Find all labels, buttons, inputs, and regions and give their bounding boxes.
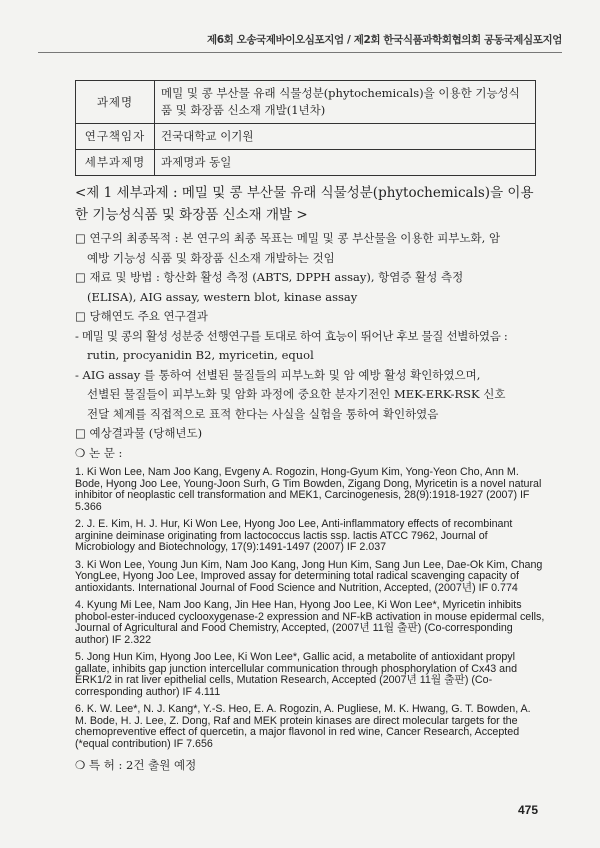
project-title-label: 과제명 [76, 81, 155, 124]
result-line: 전달 체계를 직접적으로 표적 한다는 사실을 실험을 통하여 확인하였음 [87, 406, 439, 421]
result-line: - AIG assay 를 통하여 선별된 물질들의 피부노화 및 암 예방 활성 확인하였으며, [75, 367, 481, 382]
result-line: - 메밀 및 콩의 활성 성분중 선행연구를 토대로 하여 효능이 뛰어난 후보 물질 선별하였음 : [75, 328, 508, 343]
results-heading: □ 당해연도 주요 연구결과 [75, 309, 208, 323]
main-content [75, 182, 545, 776]
papers-heading: ❍ 논 문 : [75, 445, 123, 460]
subproject-title-label: 세부과제명 [76, 150, 155, 176]
principal-investigator-value: 건국대학교 이기원 [155, 124, 536, 150]
result-line: rutin, procyanidin B2, myricetin, equol [87, 348, 314, 362]
table-row [76, 150, 536, 176]
reference-list [75, 467, 545, 750]
project-info-table [75, 80, 536, 176]
header-rule [38, 52, 562, 53]
reference-item: 2. J. E. Kim, H. J. Hur, Ki Won Lee, Hyong Joo Lee, Anti-inflammatory effects of recombinant arginine deiminase originating from lactococcus lactis ssp. lactis ATCC 7962, Journal of Microbiology and Biotechnology, 17(9):1491-1497 (2007) IF 2.037 [75, 518, 513, 553]
expected-results-heading: □ 예상결과물 (당해년도) [75, 426, 203, 440]
result-line: 선별된 물질들이 피부노화 및 암화 과정에 중요한 분자기전인 MEK-ERK-RSK 신호 [87, 387, 506, 401]
principal-investigator-label: 연구책임자 [76, 124, 155, 150]
reference-item: 1. Ki Won Lee, Nam Joo Kang, Evgeny A. Rogozin, Hong-Gyum Kim, Yong-Yeon Cho, Ann M. Bode, Hyong Joo Lee, Young-Joon Surh, G Tim Bowden, Zigang Dong, Myricetin is a novel natural inhibitor of neoplastic cell transformation and MEK1, Carcinogenesis, 28(9):1918-1927 (2007) IF 5.366 [75, 466, 542, 513]
reference-item: 3. Ki Won Lee, Young Jun Kim, Nam Joo Kang, Jong Hun Kim, Sang Jun Lee, Dae-Ok Kim, Chang YongLee, Hyong Joo Lee, Improved assay for determining total radical scavenging capacity of antioxidants. International Journal of Food Science and Nutrition, Accepted, (2007년) IF 0.774 [75, 558, 543, 594]
objective-line: 예방 기능성 식품 및 화장품 신소재 개발하는 것임 [87, 250, 335, 265]
methods-line: □ 재료 및 방법 : 항산화 활성 측정 (ABTS, DPPH assay), 항염증 활성 측정 [75, 270, 464, 284]
reference-item: 6. K. W. Lee*, N. J. Kang*, Y.-S. Heo, E. A. Rogozin, A. Pugliese, M. K. Hwang, G. T. Bowden, A. M. Bode, H. J. Lee, Z. Dong, Raf and MEK protein kinases are direct molecular targets for the chemopreventive effect of quercetin, a major flavonol in red wine, Cancer Research, Accepted (*equal contribution) IF 7.656 [75, 703, 531, 750]
page-number: 475 [517, 803, 538, 817]
table-row [76, 81, 536, 124]
table-row [76, 124, 536, 150]
objective-line: □ 연구의 최종목적 : 본 연구의 최종 목표는 메밀 및 콩 부산물을 이용한 피부노화, 암 [75, 231, 501, 245]
section-title: <제 1 세부과제 : 메밀 및 콩 부산물 유래 식물성분(phytochemicals)을 이용한 기능성식품 및 화장품 신소재 개발 > [75, 185, 534, 223]
running-header: 제6회 오송국제바이오심포지엄 / 제2회 한국식품과학회협의회 공동국제심포지엄 [206, 34, 562, 46]
methods-line: (ELISA), AIG assay, western blot, kinase assay [87, 289, 358, 304]
project-title-value: 메밀 및 콩 부산물 유래 식물성분(phytochemicals)을 이용한 기능성식품 및 화장품 신소재 개발(1년차) [155, 81, 536, 124]
reference-item: 5. Jong Hun Kim, Hyong Joo Lee, Ki Won Lee*, Gallic acid, a metabolite of antioxidant propyl gallate, inhibits gap junction intercellular communication through phosphorylation of Cx43 and ERK1/2 in rat liver epithelial cells, Mutation Research, Accepted (2007년 11월 출판) (Co-corresponding author) IF 4.111 [75, 651, 518, 698]
patents-line: ❍ 특 허 : 2건 출원 예정 [75, 758, 197, 772]
subproject-title-value: 과제명과 동일 [155, 150, 536, 176]
reference-item: 4. Kyung Mi Lee, Nam Joo Kang, Jin Hee Han, Hyong Joo Lee, Ki Won Lee*, Myricetin inhibits phobol-ester-induced cyclooxygenase-2 expression and NF-kB activation in mouse epidermal cells, Journal of Agricultural and Food Chemistry, Accepted, (2007년 11월 출판) (Co-corresponding author) IF 2.322 [75, 599, 545, 646]
